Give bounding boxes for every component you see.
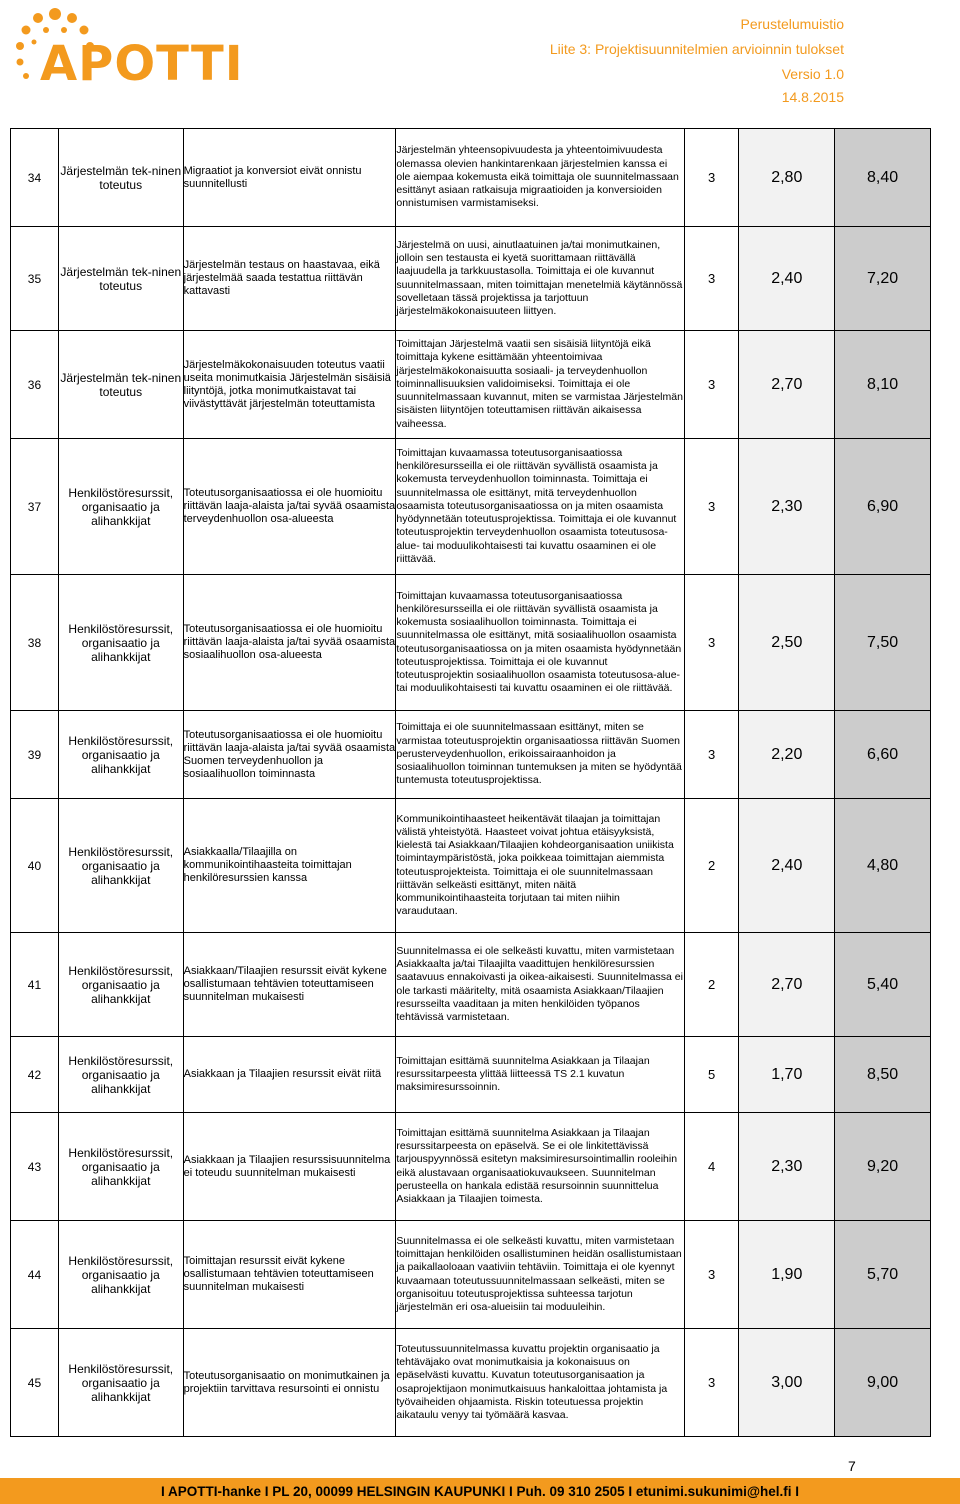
row-number: 34 — [11, 129, 59, 227]
category-cell: Henkilöstöresurssit, organisaatio ja alihankkijat — [58, 933, 183, 1037]
row-number: 42 — [11, 1037, 59, 1113]
category-cell: Henkilöstöresurssit, organisaatio ja alihankkijat — [58, 1221, 183, 1329]
probability-cell: 4 — [684, 1113, 739, 1221]
row-number: 39 — [11, 711, 59, 799]
table-row — [11, 711, 931, 799]
category-cell: Järjestelmän tek-ninen toteutus — [58, 331, 183, 439]
total-score-cell: 5,70 — [835, 1221, 931, 1329]
category-cell: Henkilöstöresurssit, organisaatio ja alihankkijat — [58, 575, 183, 711]
score-cell: 2,50 — [739, 575, 835, 711]
total-score-cell: 7,20 — [835, 227, 931, 331]
total-score-cell: 4,80 — [835, 799, 931, 933]
description-cell: Toimittajan esittämä suunnitelma Asiakkaan ja Tilaajan resurssitarpeesta on epäselvä. Se ei ole linkitettävissä tarjouspyynnössä esitetyn maksimiresursointimallin rooleihin eikä alustavaan organisaatiokuvaukseen. Suunnitelman perusteella on hankala edistää resursoinnin suunnittelua Asiakkaan ja Tilaajien toimesta. — [396, 1113, 684, 1221]
row-number: 44 — [11, 1221, 59, 1329]
row-number: 43 — [11, 1113, 59, 1221]
probability-cell: 2 — [684, 933, 739, 1037]
logo-text: APOTTI — [40, 36, 244, 92]
description-cell: Toimittajan kuvaamassa toteutusorganisaatiossa henkilöresursseilla ei ole riittävän syvällistä osaamista ja kokemusta terveydenhuollon toiminnasta. Toimittaja ei suunnitelmassa ole esittänyt, mitä terveydenhuollon osaamista toteutusorganisaatiossa on ja miten osaamista hyödynnetään toteutusprojektissa. Toimittaja ei ole kuvannut toteutusprojektin terveydenhuollon osaamista toteutusosa-alue- tai moduulikohtaisesti tai kuvattu osaaminen ei ole riittävää. — [396, 439, 684, 575]
table-row — [11, 1221, 931, 1329]
row-number: 37 — [11, 439, 59, 575]
risk-table — [10, 128, 931, 1437]
date: 14.8.2015 — [781, 89, 844, 105]
doc-type: Perustelumuistio — [740, 16, 844, 32]
description-cell: Suunnitelmassa ei ole selkeästi kuvattu, miten varmistetaan toimittajan henkilöiden osallistuminen heidän osallistumistaan ja paikallaoloaan vaativiin tehtäviin. Toimittaja ei ole kyennyt kuvaamaan toteutussuunnitelmassaan selkeästi, miten se organisoituu toteutusprojektissa suhteessa tarjotun järjestelmän eri osa-alueisiin tai moduuleihin. — [396, 1221, 684, 1329]
table-row — [11, 799, 931, 933]
total-score-cell: 6,90 — [835, 439, 931, 575]
row-number: 36 — [11, 331, 59, 439]
probability-cell: 3 — [684, 227, 739, 331]
description-cell: Toimittajan kuvaamassa toteutusorganisaatiossa henkilöresursseilla ei ole riittävän syvällistä osaamista ja kokemusta sosiaalihuollon toiminnasta. Toimittaja ei suunnitelmassa ole esittänyt, mitä sosiaalihuollon osaamista toteutusorganisaatiossa on ja miten osaamista hyödynnetään toteutusprojektissa. Toimittaja ei ole kuvannut toteutusprojektin sosiaalihuollon osaamista toteutusosa-alue- tai moduulikohtaisesti tai kuvattu osaaminen ei ole riittävää. — [396, 575, 684, 711]
score-cell: 3,00 — [739, 1329, 835, 1437]
description-cell: Suunnitelmassa ei ole selkeästi kuvattu, miten varmistetaan Asiakkaalta ja/tai Tilaajilta vaadittujen henkilöresurssien saatavuus ennakoivasti ja oikea-aikaisesti. Suunnitelmassa ei ole tarkasti määritelty, mitä osaamista Asiakkaan/Tilaajien resursseilta vaaditaan ja miten henkilöiden työpanos tehtävissä varmistetaan. — [396, 933, 684, 1037]
score-cell: 2,30 — [739, 1113, 835, 1221]
page-number: 7 — [848, 1458, 856, 1474]
probability-cell: 3 — [684, 1329, 739, 1437]
score-cell: 2,80 — [739, 129, 835, 227]
total-score-cell: 8,40 — [835, 129, 931, 227]
score-cell: 2,70 — [739, 331, 835, 439]
category-cell: Henkilöstöresurssit, organisaatio ja alihankkijat — [58, 711, 183, 799]
table-row — [11, 1329, 931, 1437]
total-score-cell: 9,20 — [835, 1113, 931, 1221]
version: Versio 1.0 — [781, 66, 844, 82]
table-row — [11, 331, 931, 439]
score-cell: 2,40 — [739, 799, 835, 933]
risk-cell: Toimittajan resurssit eivät kykene osallistumaan tehtävien toteuttamiseen suunnitelman mukaisesti — [183, 1221, 396, 1329]
row-number: 38 — [11, 575, 59, 711]
probability-cell: 3 — [684, 331, 739, 439]
probability-cell: 3 — [684, 1221, 739, 1329]
description-cell: Toimittajan esittämä suunnitelma Asiakkaan ja Tilaajan resurssitarpeesta ylittää liitteessä TS 2.1 kuvatun maksimiresurssoinnin. — [396, 1037, 684, 1113]
total-score-cell: 5,40 — [835, 933, 931, 1037]
row-number: 35 — [11, 227, 59, 331]
table-row — [11, 575, 931, 711]
probability-cell: 5 — [684, 1037, 739, 1113]
description-cell: Järjestelmä on uusi, ainutlaatuinen ja/tai monimutkainen, jolloin sen testausta ei kyetä suorittamaan riittävällä laajuudella ja tarkkuustasolla. Toimittaja ei ole kuvannut suunnitelmassaan, miten toimittajan menetelmiä käytännössä sovelletaan tässä projektissa ja tarjottuun järjestelmäkokonaisuuteen liittyen. — [396, 227, 684, 331]
probability-cell: 3 — [684, 575, 739, 711]
risk-cell: Asiakkaan/Tilaajien resurssit eivät kykene osallistumaan tehtävien toteuttamiseen suunnitelman mukaisesti — [183, 933, 396, 1037]
category-cell: Järjestelmän tek-ninen toteutus — [58, 227, 183, 331]
risk-cell: Toteutusorganisaatiossa ei ole huomioitu riittävän laaja-alaista ja/tai syvää osaamista sosiaalihuollon osa-alueesta — [183, 575, 396, 711]
score-cell: 2,30 — [739, 439, 835, 575]
category-cell: Henkilöstöresurssit, organisaatio ja alihankkijat — [58, 1329, 183, 1437]
total-score-cell: 8,50 — [835, 1037, 931, 1113]
apotti-logo — [10, 6, 244, 96]
table-row — [11, 1037, 931, 1113]
risk-cell: Toteutusorganisaatio on monimutkainen ja projektiin tarvittava resursointi ei onnistu — [183, 1329, 396, 1437]
total-score-cell: 6,60 — [835, 711, 931, 799]
risk-cell: Järjestelmäkokonaisuuden toteutus vaatii useita monimutkaisia Järjestelmän sisäisiä liityntöjä, jotka monimutkaistavat tai viivästyttävät järjestelmän toteuttamista — [183, 331, 396, 439]
description-cell: Toteutussuunnitelmassa kuvattu projektin organisaatio ja tehtäväjako ovat monimutkaisia ja kokonaisuus on epäselvästi kuvattu. Kuvatun toteutusorganisaation ja osaprojektijaon monimutkaisuus hankaloittaa johtamista ja työvaiheiden ohjaamista. Riskin toteutuessa projektin aikataulu venyy tai työmäärä kasvaa. — [396, 1329, 684, 1437]
table-row — [11, 1113, 931, 1221]
table-row — [11, 439, 931, 575]
total-score-cell: 7,50 — [835, 575, 931, 711]
probability-cell: 2 — [684, 799, 739, 933]
total-score-cell: 9,00 — [835, 1329, 931, 1437]
risk-cell: Migraatiot ja konversiot eivät onnistu suunnitellusti — [183, 129, 396, 227]
category-cell: Henkilöstöresurssit, organisaatio ja alihankkijat — [58, 1113, 183, 1221]
row-number: 40 — [11, 799, 59, 933]
footer-contact: I APOTTI-hanke I PL 20, 00099 HELSINGIN KAUPUNKI I Puh. 09 310 2505 I etunimi.sukunimi@hel.fi I — [160, 1484, 800, 1499]
score-cell: 1,90 — [739, 1221, 835, 1329]
row-number: 41 — [11, 933, 59, 1037]
category-cell: Henkilöstöresurssit, organisaatio ja alihankkijat — [58, 439, 183, 575]
probability-cell: 3 — [684, 129, 739, 227]
score-cell: 1,70 — [739, 1037, 835, 1113]
table-row — [11, 933, 931, 1037]
score-cell: 2,70 — [739, 933, 835, 1037]
risk-cell: Toteutusorganisaatiossa ei ole huomioitu riittävän laaja-alaista ja/tai syvää osaamista terveydenhuollon osa-alueesta — [183, 439, 396, 575]
table-row — [11, 227, 931, 331]
category-cell: Henkilöstöresurssit, organisaatio ja alihankkijat — [58, 799, 183, 933]
probability-cell: 3 — [684, 711, 739, 799]
risk-cell: Asiakkaalla/Tilaajilla on kommunikointihaasteita toimittajan henkilöresurssien kanssa — [183, 799, 396, 933]
total-score-cell: 8,10 — [835, 331, 931, 439]
table-row — [11, 129, 931, 227]
score-cell: 2,40 — [739, 227, 835, 331]
row-number: 45 — [11, 1329, 59, 1437]
description-cell: Järjestelmän yhteensopivuudesta ja yhteentoimivuudesta olemassa olevien hankintarenkaan järjestelmien kanssa ei ole aiempaa kokemusta eikä toimittaja ole suunnitelmassaan esittänyt asiaan ratkaisuja migraatioiden ja konversioiden onnistumisen varmistamiseksi. — [396, 129, 684, 227]
category-cell: Henkilöstöresurssit, organisaatio ja alihankkijat — [58, 1037, 183, 1113]
description-cell: Toimittaja ei ole suunnitelmassaan esittänyt, miten se varmistaa toteutusprojektin organisaatiossa riittävän Suomen perusterveydenhuollon, erikoissairaanhoidon ja sosiaalihuollon toiminnan tuntemuksen ja miten se hyödyntää tuntemusta toteutusprojektissa. — [396, 711, 684, 799]
risk-cell: Asiakkaan ja Tilaajien resurssit eivät riitä — [183, 1037, 396, 1113]
risk-cell: Asiakkaan ja Tilaajien resurssisuunnitelma ei toteudu suunnitelman mukaisesti — [183, 1113, 396, 1221]
probability-cell: 3 — [684, 439, 739, 575]
attachment-title: Liite 3: Projektisuunnitelmien arvioinnin tulokset — [549, 41, 844, 57]
score-cell: 2,20 — [739, 711, 835, 799]
category-cell: Järjestelmän tek-ninen toteutus — [58, 129, 183, 227]
risk-cell: Järjestelmän testaus on haastavaa, eikä järjestelmää saada testattua riittävän kattavasti — [183, 227, 396, 331]
description-cell: Kommunikointihaasteet heikentävät tilaajan ja toimittajan välistä yhteistyötä. Haasteet voivat johtua etäisyyksistä, kielestä tai Asiakkaan/Tilaajien kohdeorganisaation uniikista toimintaympäristöstä, joka poikkeaa toimittajan aiemmista toteutusprojekteista. Toimittaja ei ole suunnitelmassaan riittävän selkeästi esittänyt, miten näitä kommunikointihaasteita torjutaan tai miten niihin varaudutaan. — [396, 799, 684, 933]
description-cell: Toimittajan Järjestelmä vaatii sen sisäisiä liityntöjä eikä toimittaja kykene esittämään yhteentoimivaa järjestelmäkokonaisuutta sosiaali- ja terveydenhuollon toiminnallisuuksien validoimiseksi. Toimittaja ei ole suunnitelmassaan kuvannut, miten se varmistaa Järjestelmän sisäisten liityntöjen toteuttamisen riittävän aikaisessa vaiheessa. — [396, 331, 684, 439]
risk-cell: Toteutusorganisaatiossa ei ole huomioitu riittävän laaja-alaista ja/tai syvää osaamista Suomen terveydenhuollon ja sosiaalihuollon toiminnasta — [183, 711, 396, 799]
